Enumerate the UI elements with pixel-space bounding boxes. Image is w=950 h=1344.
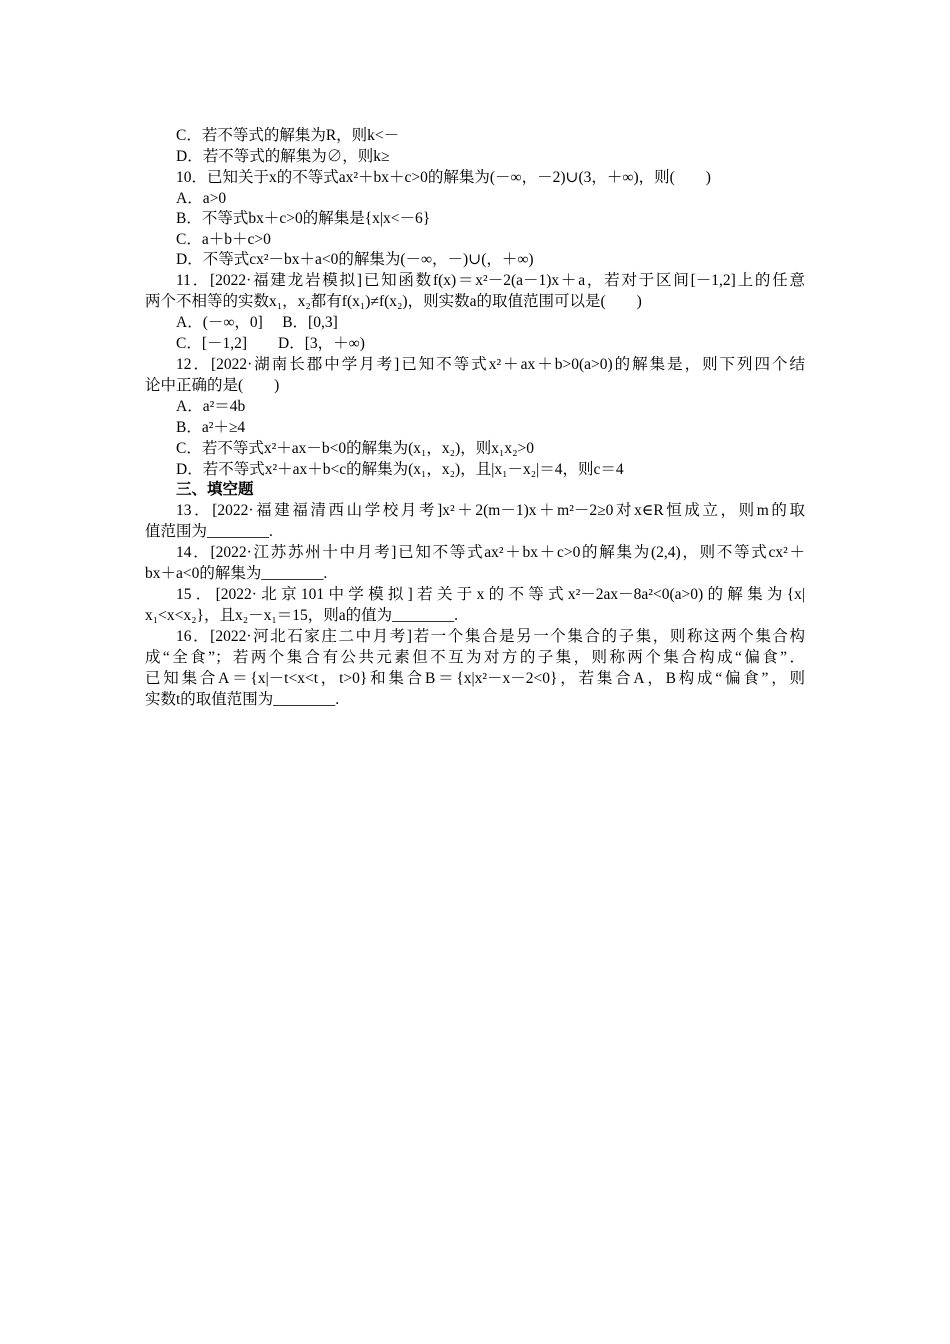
section-heading: 三、填空题 (176, 481, 254, 498)
q13-line1: 13．[2022·福建福清西山学校月考]x²＋2(m－1)x＋m²－2≥0对x∈R恒成立，则m的取 (176, 502, 805, 519)
q11-stem-line2: 两个不相等的实数x₁，x₂都有f(x₁)≠f(x₂)，则实数a的取值范围可以是( ) (145, 293, 642, 310)
q16-line4: 实数t的取值范围为________. (145, 691, 340, 708)
q11-options-ab: A．(－∞，0] B．[0,3] (176, 314, 338, 331)
q16-line1: 16．[2022·河北石家庄二中月考]若一个集合是另一个集合的子集，则称这两个集合构 (176, 628, 805, 645)
q12-option-a: A．a²＝4b (176, 398, 246, 415)
q15-line1: 15．[2022·北京101中学模拟]若关于x的不等式x²－2ax－8a²<0(a>0)的解集为{x| (176, 586, 805, 603)
q13-line2: 值范围为________. (145, 523, 273, 540)
q10-option-a: A．a>0 (176, 190, 227, 207)
q10-option-d: D．不等式cx²－bx＋a<0的解集为(－∞，－)∪(，＋∞) (176, 251, 534, 268)
q12-option-d: D．若不等式x²＋ax＋b<c的解集为(x₁，x₂)，且|x₁－x₂|＝4，则c＝4 (176, 461, 624, 478)
q16-line2: 成“全食”；若两个集合有公共元素但不互为对方的子集，则称两个集合构成“偏食”． (145, 649, 805, 666)
q11-stem-line1: 11．[2022·福建龙岩模拟]已知函数f(x)＝x²－2(a－1)x＋a，若对于区间[－1,2]上的任意 (176, 272, 805, 289)
q12-stem-line2: 论中正确的是( ) (145, 377, 280, 394)
q12-option-b: B．a²＋≥4 (176, 419, 246, 436)
q10-option-c: C．a＋b＋c>0 (176, 231, 271, 248)
q14-line2: bx＋a<0的解集为________. (145, 565, 328, 582)
q16-line3: 已知集合A＝{x|－t<x<t，t>0}和集合B＝{x|x²－x－2<0}，若集合A，B构成“偏食”，则 (145, 670, 805, 687)
q11-options-cd: C．[－1,2] D．[3，＋∞) (176, 335, 365, 352)
q9-option-c: C．若不等式的解集为R，则k<－ (176, 127, 400, 144)
q14-line1: 14．[2022·江苏苏州十中月考]已知不等式ax²＋bx＋c>0的解集为(2,4)，则不等式cx²＋ (176, 544, 806, 561)
q10-option-b: B．不等式bx＋c>0的解集是{x|x<－6} (176, 210, 431, 227)
q12-option-c: C．若不等式x²＋ax－b<0的解集为(x₁，x₂)，则x₁x₂>0 (176, 440, 535, 457)
q12-stem-line1: 12．[2022·湖南长郡中学月考]已知不等式x²＋ax＋b>0(a>0)的解集是，则下列四个结 (176, 356, 805, 373)
q10-stem: 10．已知关于x的不等式ax²＋bx＋c>0的解集为(－∞，－2)∪(3，＋∞)，则( ) (176, 169, 711, 186)
q9-option-d: D．若不等式的解集为∅，则k≥ (176, 148, 390, 165)
q15-line2: x₁<x<x₂}，且x₂－x₁＝15，则a的值为________. (145, 607, 459, 624)
